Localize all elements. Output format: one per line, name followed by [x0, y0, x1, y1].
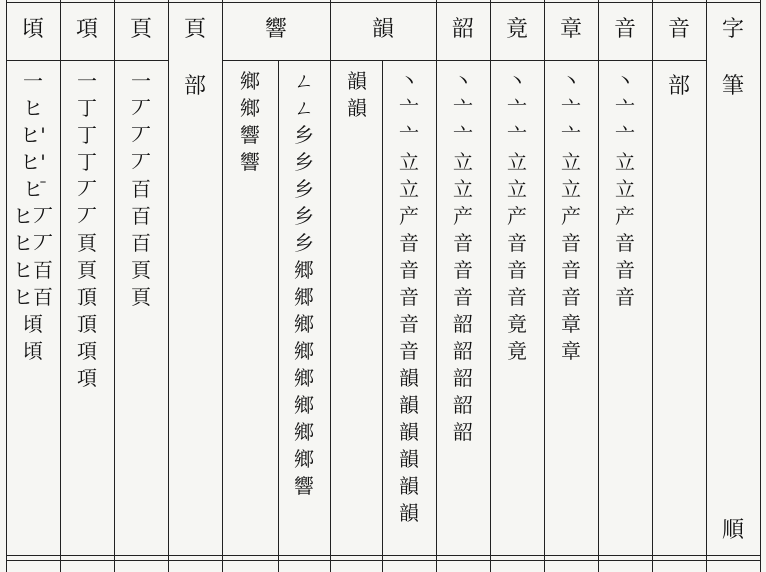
table-bottom-rule [6, 555, 761, 556]
stroke-step: ヒ̄ [23, 177, 43, 201]
stroke-step: 丶 [507, 69, 527, 93]
column-rule [490, 0, 491, 572]
header-xiang: 響 [264, 17, 287, 42]
stroke-step: 产 [507, 204, 527, 228]
stroke-step: 韻 [399, 447, 419, 471]
stroke-step: 響 [240, 150, 260, 174]
stroke-step: 頂 [77, 285, 97, 309]
stroke-step: 丆 [131, 150, 151, 174]
stroke-step: ヒ [23, 96, 43, 120]
stroke-step: 竟 [507, 339, 527, 363]
stroke-step: 音 [399, 258, 419, 282]
yin-bu-bottom: 部 [667, 74, 690, 99]
stroke-step: ㄥ [294, 69, 314, 93]
stroke-step: 鄉 [294, 366, 314, 390]
stroke-step: 音 [615, 285, 635, 309]
header-rule [222, 60, 706, 61]
stroke-column-c7 [443, 68, 483, 446]
stroke-step: 鄉 [294, 393, 314, 417]
stroke-step: 丶 [561, 69, 581, 93]
stroke-step: 音 [507, 285, 527, 309]
stroke-step: 乡 [294, 231, 314, 255]
stroke-step: 立 [507, 150, 527, 174]
stroke-step: 韶 [453, 339, 473, 363]
stroke-column-c6a [337, 68, 377, 122]
stroke-step: 百 [131, 231, 151, 255]
legend-mid: 筆 [721, 74, 744, 99]
stroke-step: 立 [399, 150, 419, 174]
stroke-step: 百 [131, 177, 151, 201]
stroke-step: 頃 [23, 312, 43, 336]
stroke-step: 頁 [131, 258, 151, 282]
stroke-column-c5b [284, 68, 324, 500]
stroke-step: 韶 [453, 312, 473, 336]
stroke-step: 立 [507, 177, 527, 201]
stroke-step: 音 [561, 231, 581, 255]
stroke-step: 音 [399, 231, 419, 255]
stroke-step: 音 [507, 231, 527, 255]
stroke-step: 音 [453, 258, 473, 282]
table-bottom-rule [6, 560, 761, 561]
column-rule [382, 60, 383, 572]
stroke-step: 亠 [507, 123, 527, 147]
stroke-step: ヒ' [20, 123, 46, 147]
stroke-step: 項 [77, 339, 97, 363]
stroke-step: 产 [561, 204, 581, 228]
header-c10: 音 [613, 17, 636, 42]
header-c3: 頁 [129, 17, 152, 42]
stroke-step: 韶 [453, 366, 473, 390]
stroke-step: 立 [453, 177, 473, 201]
stroke-step: 郷 [294, 285, 314, 309]
stroke-step: 一 [23, 69, 43, 93]
stroke-column-c2 [67, 68, 107, 392]
stroke-step: 音 [399, 285, 419, 309]
stroke-step: 鄉 [294, 312, 314, 336]
stroke-column-c6b [389, 68, 429, 527]
stroke-step: 韻 [399, 501, 419, 525]
stroke-step: 音 [507, 258, 527, 282]
stroke-step: 音 [453, 231, 473, 255]
stroke-step: 韶 [453, 420, 473, 444]
stroke-step: 韻 [399, 474, 419, 498]
stroke-step: 丁 [77, 150, 97, 174]
stroke-step: ヒ丆 [13, 204, 53, 228]
stroke-step: 一 [77, 69, 97, 93]
stroke-step: 韻 [399, 366, 419, 390]
stroke-step: 章 [561, 312, 581, 336]
stroke-step: 鄉 [294, 447, 314, 471]
stroke-step: 乡 [294, 177, 314, 201]
stroke-step: 音 [453, 285, 473, 309]
stroke-step: 頂 [77, 312, 97, 336]
stroke-step: 韻 [347, 96, 367, 120]
stroke-step: 一 [131, 69, 151, 93]
header-c1: 頃 [21, 17, 44, 42]
stroke-step: 音 [615, 231, 635, 255]
stroke-column-c3 [121, 68, 161, 311]
stroke-step: 产 [615, 204, 635, 228]
stroke-step: 丶 [453, 69, 473, 93]
stroke-step: 頃 [23, 339, 43, 363]
stroke-step: ヒ丆 [13, 231, 53, 255]
header-yun: 韻 [371, 17, 394, 42]
stroke-step: 产 [453, 204, 473, 228]
column-rule [760, 0, 761, 572]
column-rule [114, 0, 115, 572]
stroke-step: 丆 [131, 123, 151, 147]
stroke-step: 立 [561, 150, 581, 174]
stroke-step: 亠 [453, 123, 473, 147]
stroke-step: 音 [399, 312, 419, 336]
stroke-step: 頁 [77, 231, 97, 255]
stroke-step: 項 [77, 366, 97, 390]
stroke-step: 产 [399, 204, 419, 228]
stroke-step: 鄉 [294, 339, 314, 363]
stroke-step: ヒ百 [13, 285, 53, 309]
stroke-step: 丶 [615, 69, 635, 93]
stroke-column-c8 [497, 68, 537, 365]
stroke-step: 郷 [294, 258, 314, 282]
ye-bu-top: 頁 [183, 17, 206, 42]
stroke-step: 頁 [131, 285, 151, 309]
stroke-step: 亠 [615, 123, 635, 147]
column-rule [6, 0, 7, 572]
stroke-step: 鄉 [240, 69, 260, 93]
stroke-step: ヒ' [20, 150, 46, 174]
stroke-step: 立 [561, 177, 581, 201]
stroke-step: 響 [240, 123, 260, 147]
column-rule [598, 0, 599, 572]
ye-bu-bottom: 部 [183, 74, 206, 99]
stroke-step: 韻 [347, 69, 367, 93]
stroke-step: 亠 [507, 96, 527, 120]
header-rule [6, 60, 168, 61]
stroke-step: 竟 [507, 312, 527, 336]
header-c7: 韶 [451, 17, 474, 42]
column-rule [60, 0, 61, 572]
stroke-column-c5a [230, 68, 270, 176]
stroke-step: 鄉 [294, 420, 314, 444]
stroke-step: 亠 [615, 96, 635, 120]
stroke-step: 章 [561, 339, 581, 363]
stroke-step: 丆 [77, 177, 97, 201]
stroke-step: 亠 [453, 96, 473, 120]
stroke-step: 音 [399, 339, 419, 363]
stroke-step: 乡 [294, 204, 314, 228]
stroke-step: 乡 [294, 123, 314, 147]
stroke-step: 立 [453, 150, 473, 174]
stroke-step: 百 [131, 204, 151, 228]
header-yin-bu-top: 音 [667, 17, 690, 42]
stroke-column-c9 [551, 68, 591, 365]
stroke-step: 亠 [561, 123, 581, 147]
stroke-step: 立 [399, 177, 419, 201]
stroke-step: 丁 [77, 123, 97, 147]
stroke-step: 亠 [399, 123, 419, 147]
legend-top: 字 [721, 17, 744, 42]
stroke-step: 韻 [399, 393, 419, 417]
stroke-column-c1 [13, 68, 53, 365]
stroke-step: 頁 [77, 258, 97, 282]
stroke-step: 響 [294, 474, 314, 498]
stroke-step: 韶 [453, 393, 473, 417]
header-c2: 項 [75, 17, 98, 42]
column-rule [436, 0, 437, 572]
stroke-column-c10 [605, 68, 645, 311]
stroke-step: 丆 [131, 96, 151, 120]
stroke-step: 立 [615, 150, 635, 174]
column-rule [544, 0, 545, 572]
stroke-step: 丆 [77, 204, 97, 228]
stroke-step: 丶 [399, 69, 419, 93]
header-c8: 竟 [505, 17, 528, 42]
stroke-step: ヒ百 [13, 258, 53, 282]
legend-bottom: 順 [721, 518, 744, 543]
column-rule [278, 60, 279, 572]
column-rule [222, 0, 223, 572]
stroke-step: 乡 [294, 150, 314, 174]
stroke-step: 立 [615, 177, 635, 201]
stroke-step: 音 [561, 285, 581, 309]
stroke-step: 鄉 [240, 96, 260, 120]
stroke-step: 音 [615, 258, 635, 282]
stroke-step: 亠 [399, 96, 419, 120]
stroke-step: 丁 [77, 96, 97, 120]
stroke-step: 音 [561, 258, 581, 282]
header-c9: 章 [559, 17, 582, 42]
column-rule [330, 0, 331, 572]
stroke-step: 韻 [399, 420, 419, 444]
stroke-step: ㄥ [294, 96, 314, 120]
stroke-step: 亠 [561, 96, 581, 120]
